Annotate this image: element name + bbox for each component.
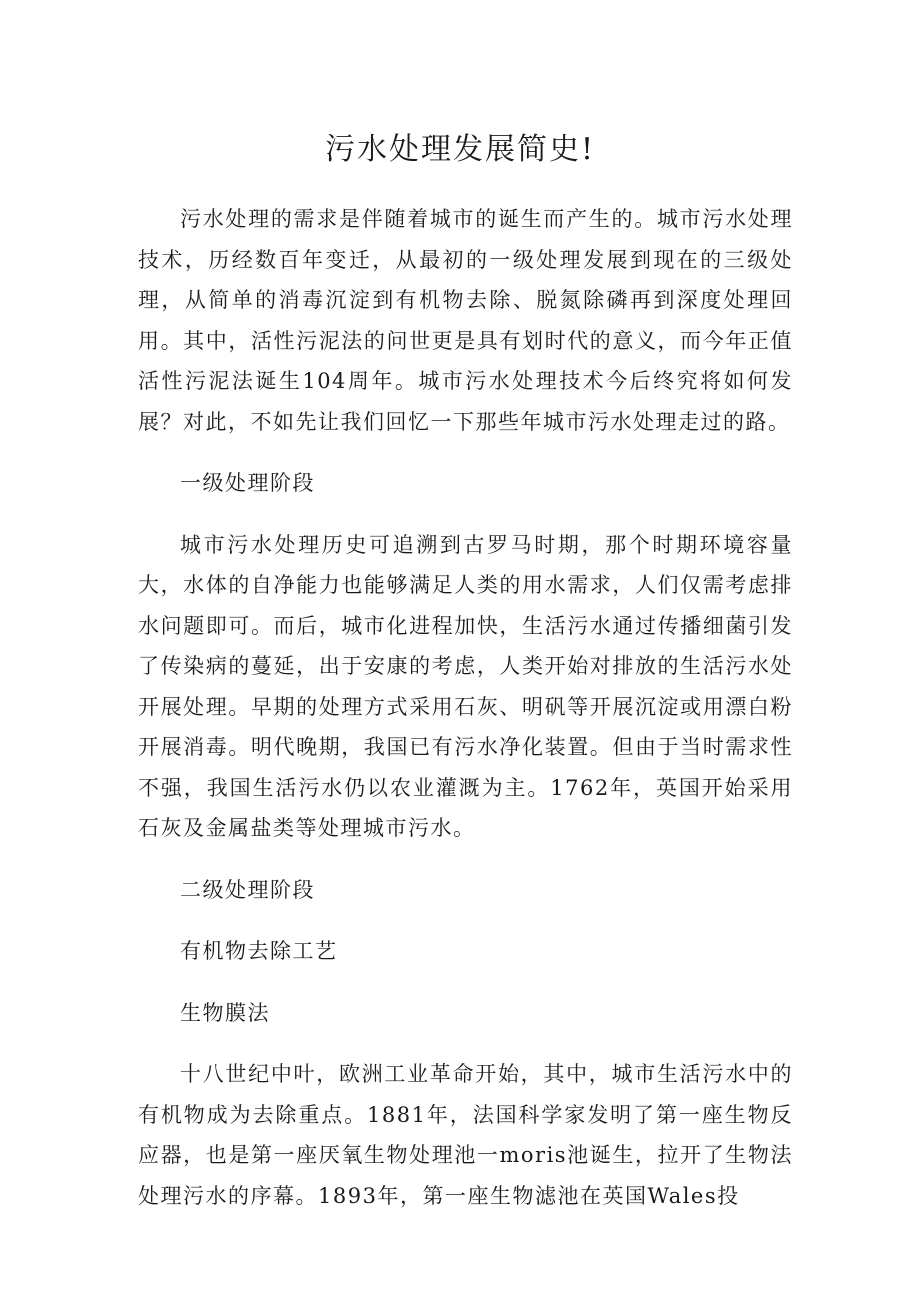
subsection-heading-organic-removal: 有机物去除工艺	[180, 939, 338, 963]
section-heading-primary-treatment: 一级处理阶段	[180, 471, 315, 495]
primary-treatment-paragraph: 城市污水处理历史可追溯到古罗马时期，那个时期环境容量大，水体的自净能力也能够满足人类的用水需求，人们仅需考虑排水问题即可。而后，城市化进程加快，生活污水通过传播细菌引发了传染病的蔓延，出于安康的考虑，人类开始对排放的生活污水处开展处理。早期的处理方式采用石灰、明矾等开展沉淀或用漂白粉开展消毒。明代晚期，我国已有污水净化装置。但由于当时需求性不强，我国生活污水仍以农业灌溉为主。1762年，英国开始采用石灰及金属盐类等处理城市污水。	[138, 532, 793, 840]
intro-paragraph: 污水处理的需求是伴随着城市的诞生而产生的。城市污水处理技术，历经数百年变迁，从最初的一级处理发展到现在的三级处理，从简单的消毒沉淀到有机物去除、脱氮除磷再到深度处理回用。其中，活性污泥法的问世更是具有划时代的意义，而今年正值活性污泥法诞生104周年。城市污水处理技术今后终究将如何发展？对此，不如先让我们回忆一下那些年城市污水处理走过的路。	[138, 207, 793, 434]
document-title: 污水处理发展简史!	[324, 132, 596, 167]
biofilm-paragraph: 十八世纪中叶，欧洲工业革命开始，其中，城市生活污水中的有机物成为去除重点。1881年，法国科学家发明了第一座生物反应器，也是第一座厌氧生物处理池一moris池诞生，拉开了生物法处理污水的序幕。1893年，第一座生物滤池在英国Wales投	[138, 1062, 793, 1208]
subsection-heading-biofilm: 生物膜法	[180, 1000, 270, 1025]
section-heading-secondary-treatment: 二级处理阶段	[180, 877, 315, 902]
document-body	[138, 199, 793, 1237]
